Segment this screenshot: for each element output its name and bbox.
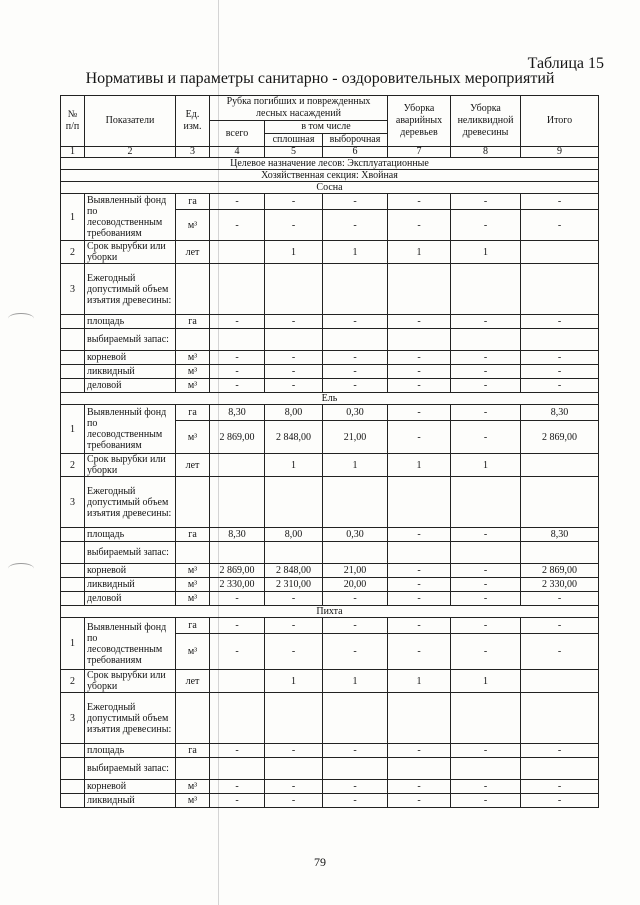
column-number: 7 [388,147,451,158]
value-cell: - [451,744,521,758]
unit-cell: га [176,405,210,421]
value-cell: 21,00 [323,421,388,454]
value-cell: 2 330,00 [521,578,599,592]
column-number: 1 [61,147,85,158]
indicator-label: выбираемый запас: [85,758,176,780]
value-cell: - [451,421,521,454]
unit-cell: м³ [176,210,210,241]
indicator-label: деловой [85,379,176,393]
table-row [61,618,599,634]
table-label: Таблица 15 [527,55,604,72]
indicator-label: Ежегодный допустимый объем изъятия древесины: [85,264,176,315]
value-cell: - [451,634,521,670]
value-cell: 2 848,00 [265,564,323,578]
value-cell: - [388,744,451,758]
value-cell [323,329,388,351]
value-cell: - [265,794,323,808]
value-cell: - [323,379,388,393]
indicator-label: площадь [85,315,176,329]
header-total-felling: всего [210,121,265,147]
value-cell: - [265,210,323,241]
value-cell: - [451,592,521,606]
row-number [61,365,85,379]
header-nonliquid: Уборка неликвидной древесины [451,96,521,147]
indicator-label: корневой [85,780,176,794]
forest-purpose: Целевое назначение лесов: Эксплуатационные [61,158,599,170]
row-number: 3 [61,477,85,528]
row-number [61,780,85,794]
value-cell: - [451,351,521,365]
value-cell: 2 869,00 [210,421,265,454]
value-cell: - [451,379,521,393]
value-cell: - [210,592,265,606]
unit-cell: га [176,744,210,758]
value-cell: - [210,744,265,758]
value-cell: - [388,592,451,606]
table-row [61,606,599,618]
value-cell [265,758,323,780]
indicator-label: Ежегодный допустимый объем изъятия древесины: [85,693,176,744]
value-cell: - [388,405,451,421]
value-cell: - [210,351,265,365]
value-cell: 1 [451,670,521,693]
table-row [61,542,599,564]
value-cell: 8,30 [210,528,265,542]
value-cell [451,758,521,780]
value-cell: - [323,351,388,365]
value-cell: - [451,210,521,241]
row-number [61,379,85,393]
value-cell: - [323,794,388,808]
value-cell: - [388,564,451,578]
value-cell: 2 330,00 [210,578,265,592]
value-cell: 1 [265,454,323,477]
table-row [61,758,599,780]
value-cell: - [388,528,451,542]
value-cell [451,542,521,564]
value-cell [265,693,323,744]
unit-cell [176,477,210,528]
row-number: 3 [61,264,85,315]
unit-cell [176,693,210,744]
value-cell [521,477,599,528]
unit-cell: га [176,618,210,634]
value-cell: 1 [451,454,521,477]
value-cell [323,758,388,780]
table-row [61,693,599,744]
unit-cell: лет [176,670,210,693]
row-number [61,564,85,578]
table-row [61,158,599,170]
table-body [61,147,599,808]
indicator-label: площадь [85,528,176,542]
indicator-label: Выявленный фонд по лесоводственным требованиям [85,618,176,670]
table-row [61,393,599,405]
value-cell [521,329,599,351]
value-cell: - [265,618,323,634]
unit-cell [176,758,210,780]
table-row [61,194,599,210]
value-cell [521,693,599,744]
header-indicators: Показатели [85,96,176,147]
value-cell [265,329,323,351]
unit-cell: лет [176,454,210,477]
value-cell: - [210,794,265,808]
column-number: 9 [521,147,599,158]
value-cell [323,542,388,564]
indicator-label: ликвидный [85,578,176,592]
value-cell [210,670,265,693]
value-cell: - [521,618,599,634]
table-row [61,170,599,182]
row-number [61,578,85,592]
value-cell [323,477,388,528]
value-cell: - [265,194,323,210]
table-row [61,351,599,365]
value-cell: 2 310,00 [265,578,323,592]
value-cell: - [323,194,388,210]
value-cell [521,542,599,564]
value-cell: - [323,365,388,379]
value-cell: - [521,365,599,379]
unit-cell: га [176,528,210,542]
value-cell: - [388,351,451,365]
header-selective: выборочная [323,134,388,147]
row-number [61,329,85,351]
binder-hole-top [8,313,34,324]
header-unit: Ед. изм. [176,96,210,147]
column-number: 6 [323,147,388,158]
value-cell: 8,00 [265,528,323,542]
value-cell: 8,30 [210,405,265,421]
header-np: № п/п [61,96,85,147]
value-cell: - [521,210,599,241]
value-cell: 1 [388,670,451,693]
indicator-label: выбираемый запас: [85,542,176,564]
value-cell: - [451,578,521,592]
value-cell: - [388,210,451,241]
value-cell [210,542,265,564]
row-number [61,315,85,329]
value-cell [210,477,265,528]
value-cell: 0,30 [323,405,388,421]
table-row [61,780,599,794]
value-cell: - [521,351,599,365]
value-cell: - [210,618,265,634]
indicator-label: ликвидный [85,365,176,379]
table-row [61,564,599,578]
value-cell: - [521,634,599,670]
value-cell: - [388,194,451,210]
unit-cell: м³ [176,578,210,592]
table-row [61,454,599,477]
value-cell: - [265,780,323,794]
indicator-label: ликвидный [85,794,176,808]
value-cell [521,241,599,264]
value-cell: - [521,315,599,329]
value-cell: - [265,592,323,606]
value-cell: - [521,780,599,794]
row-number [61,758,85,780]
value-cell: 2 869,00 [210,564,265,578]
indicator-label: Выявленный фонд по лесоводственным требованиям [85,405,176,454]
value-cell: - [323,592,388,606]
header-emergency: Уборка аварийных деревьев [388,96,451,147]
table-row [61,670,599,693]
value-cell: - [388,780,451,794]
value-cell [265,542,323,564]
unit-cell: м³ [176,634,210,670]
table-row [61,794,599,808]
value-cell: 2 848,00 [265,421,323,454]
table-row [61,528,599,542]
species-name: Сосна [61,182,599,194]
value-cell [210,454,265,477]
value-cell [323,693,388,744]
table-row [61,477,599,528]
unit-cell: га [176,315,210,329]
value-cell [388,542,451,564]
row-number [61,794,85,808]
economic-section: Хозяйственная секция: Хвойная [61,170,599,182]
value-cell [451,329,521,351]
table-row [61,365,599,379]
value-cell: - [323,780,388,794]
value-cell: - [210,780,265,794]
table-row [61,264,599,315]
row-number [61,744,85,758]
value-cell [388,329,451,351]
value-cell: - [521,379,599,393]
unit-cell [176,264,210,315]
value-cell [265,264,323,315]
value-cell: - [451,315,521,329]
value-cell [388,693,451,744]
unit-cell: м³ [176,780,210,794]
header-clear: сплошная [265,134,323,147]
column-number: 5 [265,147,323,158]
header-felling: Рубка погибших и поврежденных лесных насаждений [210,96,388,121]
value-cell: - [388,578,451,592]
row-number: 3 [61,693,85,744]
value-cell: - [388,315,451,329]
value-cell [265,477,323,528]
indicator-label: Срок вырубки или уборки [85,670,176,693]
value-cell: 1 [323,670,388,693]
value-cell [210,693,265,744]
unit-cell [176,542,210,564]
value-cell: - [265,634,323,670]
indicator-label: площадь [85,744,176,758]
value-cell: - [265,379,323,393]
value-cell: - [210,210,265,241]
value-cell: 1 [323,241,388,264]
value-cell: 1 [265,670,323,693]
value-cell: - [451,618,521,634]
value-cell: - [265,351,323,365]
unit-cell: м³ [176,365,210,379]
value-cell: 1 [265,241,323,264]
value-cell [451,693,521,744]
column-number: 8 [451,147,521,158]
value-cell: - [451,794,521,808]
value-cell: - [388,618,451,634]
value-cell: - [451,365,521,379]
row-number [61,592,85,606]
indicator-label: Срок вырубки или уборки [85,241,176,264]
value-cell: - [265,315,323,329]
table-row [61,592,599,606]
table-row [61,182,599,194]
row-number [61,542,85,564]
table-row [61,578,599,592]
value-cell: - [265,744,323,758]
value-cell: - [451,194,521,210]
table-row [61,405,599,421]
row-number: 1 [61,405,85,454]
value-cell: - [323,210,388,241]
unit-cell: га [176,194,210,210]
value-cell: 8,30 [521,528,599,542]
value-cell: - [265,365,323,379]
value-cell [210,758,265,780]
value-cell: 0,30 [323,528,388,542]
header-including: в том числе [265,121,388,134]
row-number [61,528,85,542]
value-cell [388,477,451,528]
value-cell: - [210,194,265,210]
value-cell: - [210,634,265,670]
value-cell: 1 [451,241,521,264]
value-cell: - [210,379,265,393]
indicator-label: корневой [85,351,176,365]
value-cell: 20,00 [323,578,388,592]
unit-cell: лет [176,241,210,264]
table-row [61,379,599,393]
column-number: 4 [210,147,265,158]
value-cell [521,454,599,477]
row-number: 2 [61,670,85,693]
row-number: 1 [61,618,85,670]
value-cell: - [451,564,521,578]
value-cell: 1 [388,454,451,477]
value-cell: - [451,405,521,421]
value-cell: - [323,634,388,670]
value-cell: - [521,744,599,758]
value-cell: - [323,315,388,329]
value-cell: 1 [388,241,451,264]
indicator-label: Срок вырубки или уборки [85,454,176,477]
value-cell: - [451,780,521,794]
row-number: 1 [61,194,85,241]
value-cell: 1 [323,454,388,477]
unit-cell: м³ [176,592,210,606]
table-row [61,241,599,264]
row-number: 2 [61,241,85,264]
unit-cell: м³ [176,351,210,365]
value-cell [210,241,265,264]
unit-cell: м³ [176,421,210,454]
column-number: 2 [85,147,176,158]
value-cell [210,264,265,315]
value-cell [388,264,451,315]
value-cell: - [388,379,451,393]
indicator-label: деловой [85,592,176,606]
page-title: Нормативы и параметры санитарно - оздоровительных мероприятий [85,70,555,87]
value-cell: 2 869,00 [521,421,599,454]
value-cell [521,670,599,693]
table-row [61,315,599,329]
value-cell [451,477,521,528]
value-cell: - [451,528,521,542]
species-name: Ель [61,393,599,405]
sanitary-measures-table [60,95,599,808]
unit-cell: м³ [176,564,210,578]
value-cell [521,758,599,780]
row-number [61,351,85,365]
value-cell: - [323,744,388,758]
value-cell: - [388,634,451,670]
indicator-label: выбираемый запас: [85,329,176,351]
page-number: 79 [314,855,326,869]
value-cell: 2 869,00 [521,564,599,578]
value-cell [521,264,599,315]
value-cell: - [388,421,451,454]
species-name: Пихта [61,606,599,618]
table-row [61,744,599,758]
value-cell [388,758,451,780]
binder-hole-bottom [8,563,34,574]
value-cell: - [210,365,265,379]
value-cell: - [210,315,265,329]
value-cell: - [323,618,388,634]
row-number: 2 [61,454,85,477]
value-cell: 8,30 [521,405,599,421]
unit-cell [176,329,210,351]
indicator-label: Ежегодный допустимый объем изъятия древесины: [85,477,176,528]
value-cell [323,264,388,315]
value-cell [210,329,265,351]
value-cell: - [388,365,451,379]
value-cell: - [521,794,599,808]
value-cell [451,264,521,315]
table-row [61,147,599,158]
value-cell: 8,00 [265,405,323,421]
value-cell: 21,00 [323,564,388,578]
unit-cell: м³ [176,379,210,393]
value-cell: - [521,592,599,606]
indicator-label: Выявленный фонд по лесоводственным требованиям [85,194,176,241]
table-row [61,329,599,351]
header-total: Итого [521,96,599,147]
column-number: 3 [176,147,210,158]
indicator-label: корневой [85,564,176,578]
value-cell: - [388,794,451,808]
value-cell: - [521,194,599,210]
unit-cell: м³ [176,794,210,808]
